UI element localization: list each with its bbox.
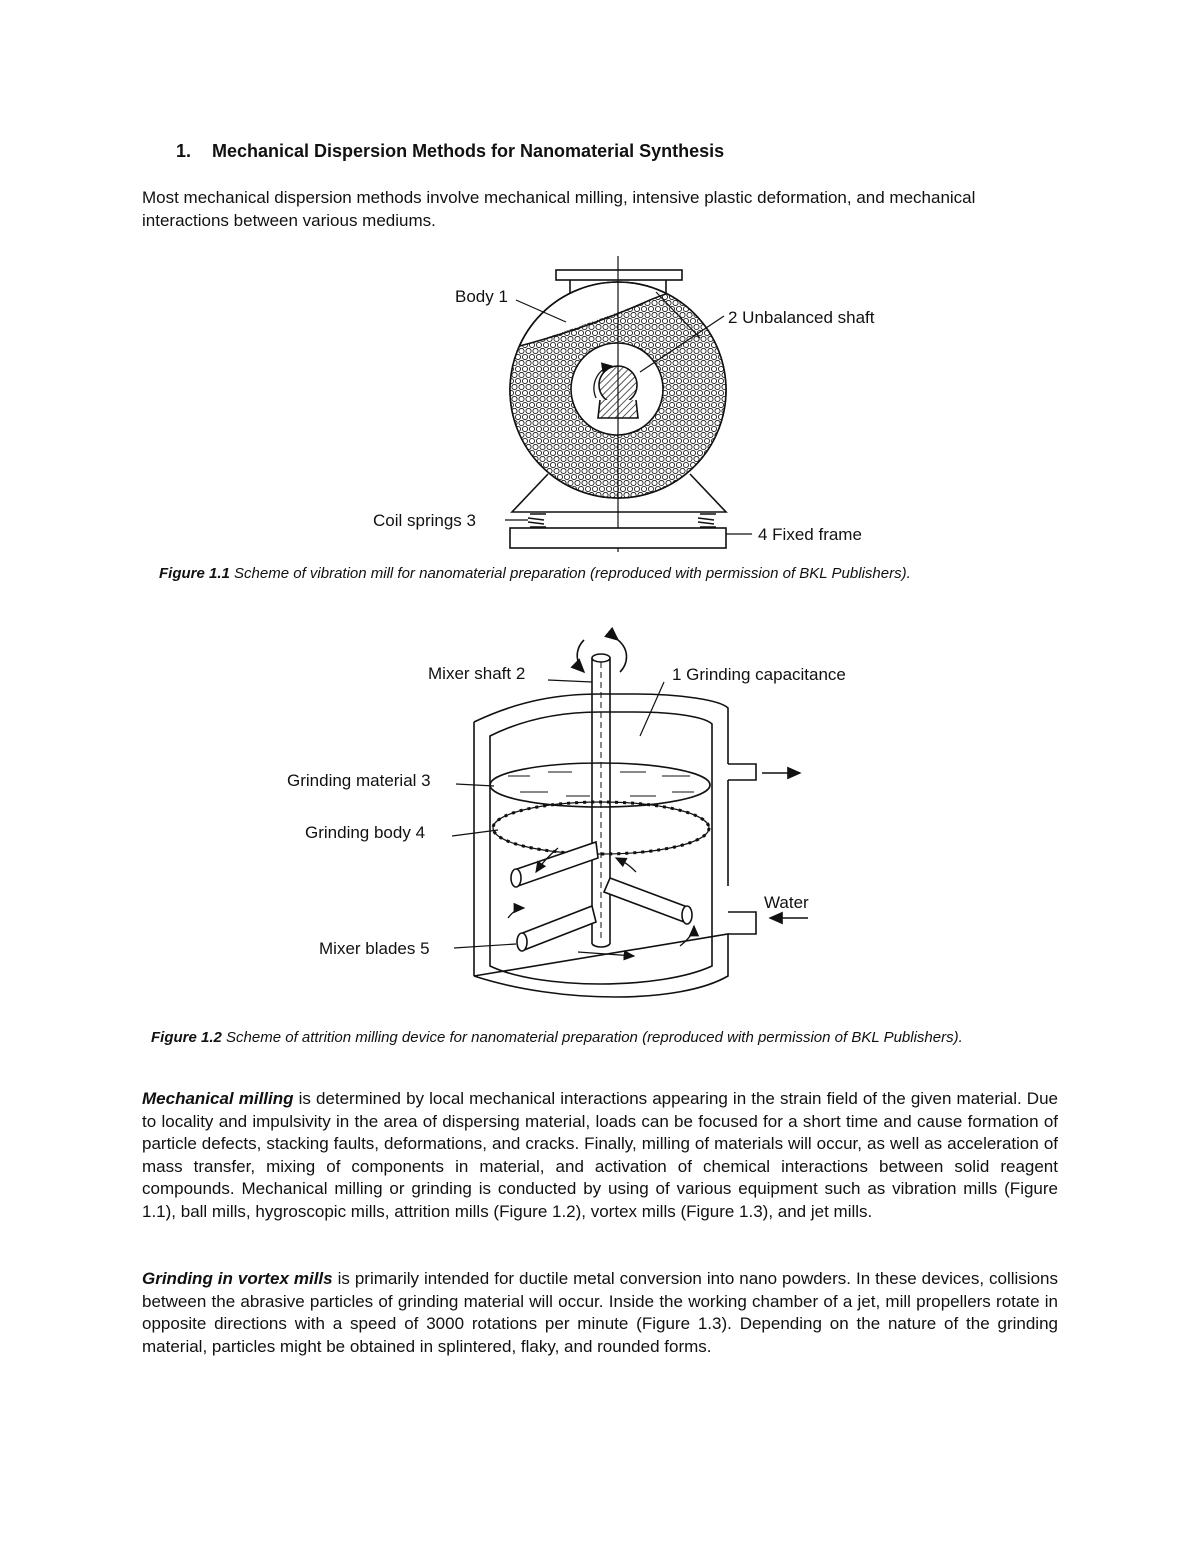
- mechanical-milling-paragraph: [142, 1088, 1058, 1223]
- vortex-mills-term: Grinding in vortex mills: [142, 1269, 333, 1288]
- mixer-blade-upper-left: [511, 842, 598, 887]
- figure-1-1-caption: [159, 564, 959, 584]
- mixer-blade-right: [604, 878, 692, 924]
- label-fixed-frame: 4 Fixed frame: [758, 525, 862, 544]
- fixed-frame: [510, 528, 726, 548]
- label-grinding-material: Grinding material 3: [287, 771, 431, 790]
- label-grinding-body: Grinding body 4: [305, 823, 426, 842]
- label-coil-springs: Coil springs 3: [373, 511, 476, 530]
- label-water: Water: [764, 893, 809, 912]
- label-unbalanced-shaft: 2 Unbalanced shaft: [728, 308, 875, 327]
- figure-1-1-vibration-mill: [480, 256, 752, 552]
- label-grinding-capacitance: 1 Grinding capacitance: [672, 665, 846, 684]
- figure-1-1-caption-label: Figure 1.1: [159, 565, 230, 582]
- mechanical-milling-text: is determined by local mechanical interactions appearing in the strain field of the given material. Due to locality and impulsivity in the area of dispersing material, loads can be focused for a short time and cause formation of particle defects, stacking faults, deformations, and cracks. Finally, milling of materials will occur, as well as acceleration of mass transfer, mixing of components in material, and activation of chemical interactions between solid reagent compounds. Mechanical milling or grinding is conducted by using of various equipment such as vibration mills (Figure 1.1), ball mills, hygroscopic mills, attrition mills (Figure 1.2), vortex mills (Figure 1.3), and jet mills.: [142, 1089, 1058, 1221]
- label-mixer-shaft: Mixer shaft 2: [428, 664, 526, 683]
- label-mixer-blades: Mixer blades 5: [319, 939, 430, 958]
- grinding-material-surface: [490, 763, 710, 807]
- figure-1-2-caption-label: Figure 1.2: [151, 1029, 222, 1046]
- figure-1-2-attrition-mill: [452, 640, 808, 997]
- section-number: 1.: [176, 141, 192, 161]
- coil-spring-right: [698, 514, 716, 527]
- top-flange: [556, 270, 682, 280]
- intro-paragraph: Most mechanical dispersion methods involve mechanical milling, intensive plastic deformation, and mechanical interactions between various mediums.: [142, 188, 976, 230]
- figure-1-1-caption-text: Scheme of vibration mill for nanomaterial preparation (reproduced with permission of BKL Publishers).: [229, 565, 911, 582]
- section-title: Mechanical Dispersion Methods for Nanomaterial Synthesis: [212, 141, 725, 161]
- figure-1-2-caption: [151, 1028, 1021, 1048]
- figure-1-2-caption-text: Scheme of attrition milling device for nanomaterial preparation (reproduced with permission of BKL Publishers).: [221, 1029, 963, 1046]
- label-body: Body 1: [455, 287, 508, 306]
- mechanical-milling-term: Mechanical milling: [142, 1089, 294, 1108]
- vortex-mills-paragraph: [142, 1268, 1058, 1358]
- vortex-mills-text: is primarily intended for ductile metal conversion into nano powders. In these devices, collisions between the abrasive particles of grinding material will occur. Inside the working chamber of a jet, mill propellers rotate in opposite directions with a speed of 3000 rotations per minute (Figure 1.3). Depending on the nature of the grinding material, particles might be obtained in splintered, flaky, and rounded forms.: [142, 1269, 1058, 1356]
- mixer-blade-lower-left: [517, 906, 596, 951]
- coil-spring-left: [528, 514, 546, 527]
